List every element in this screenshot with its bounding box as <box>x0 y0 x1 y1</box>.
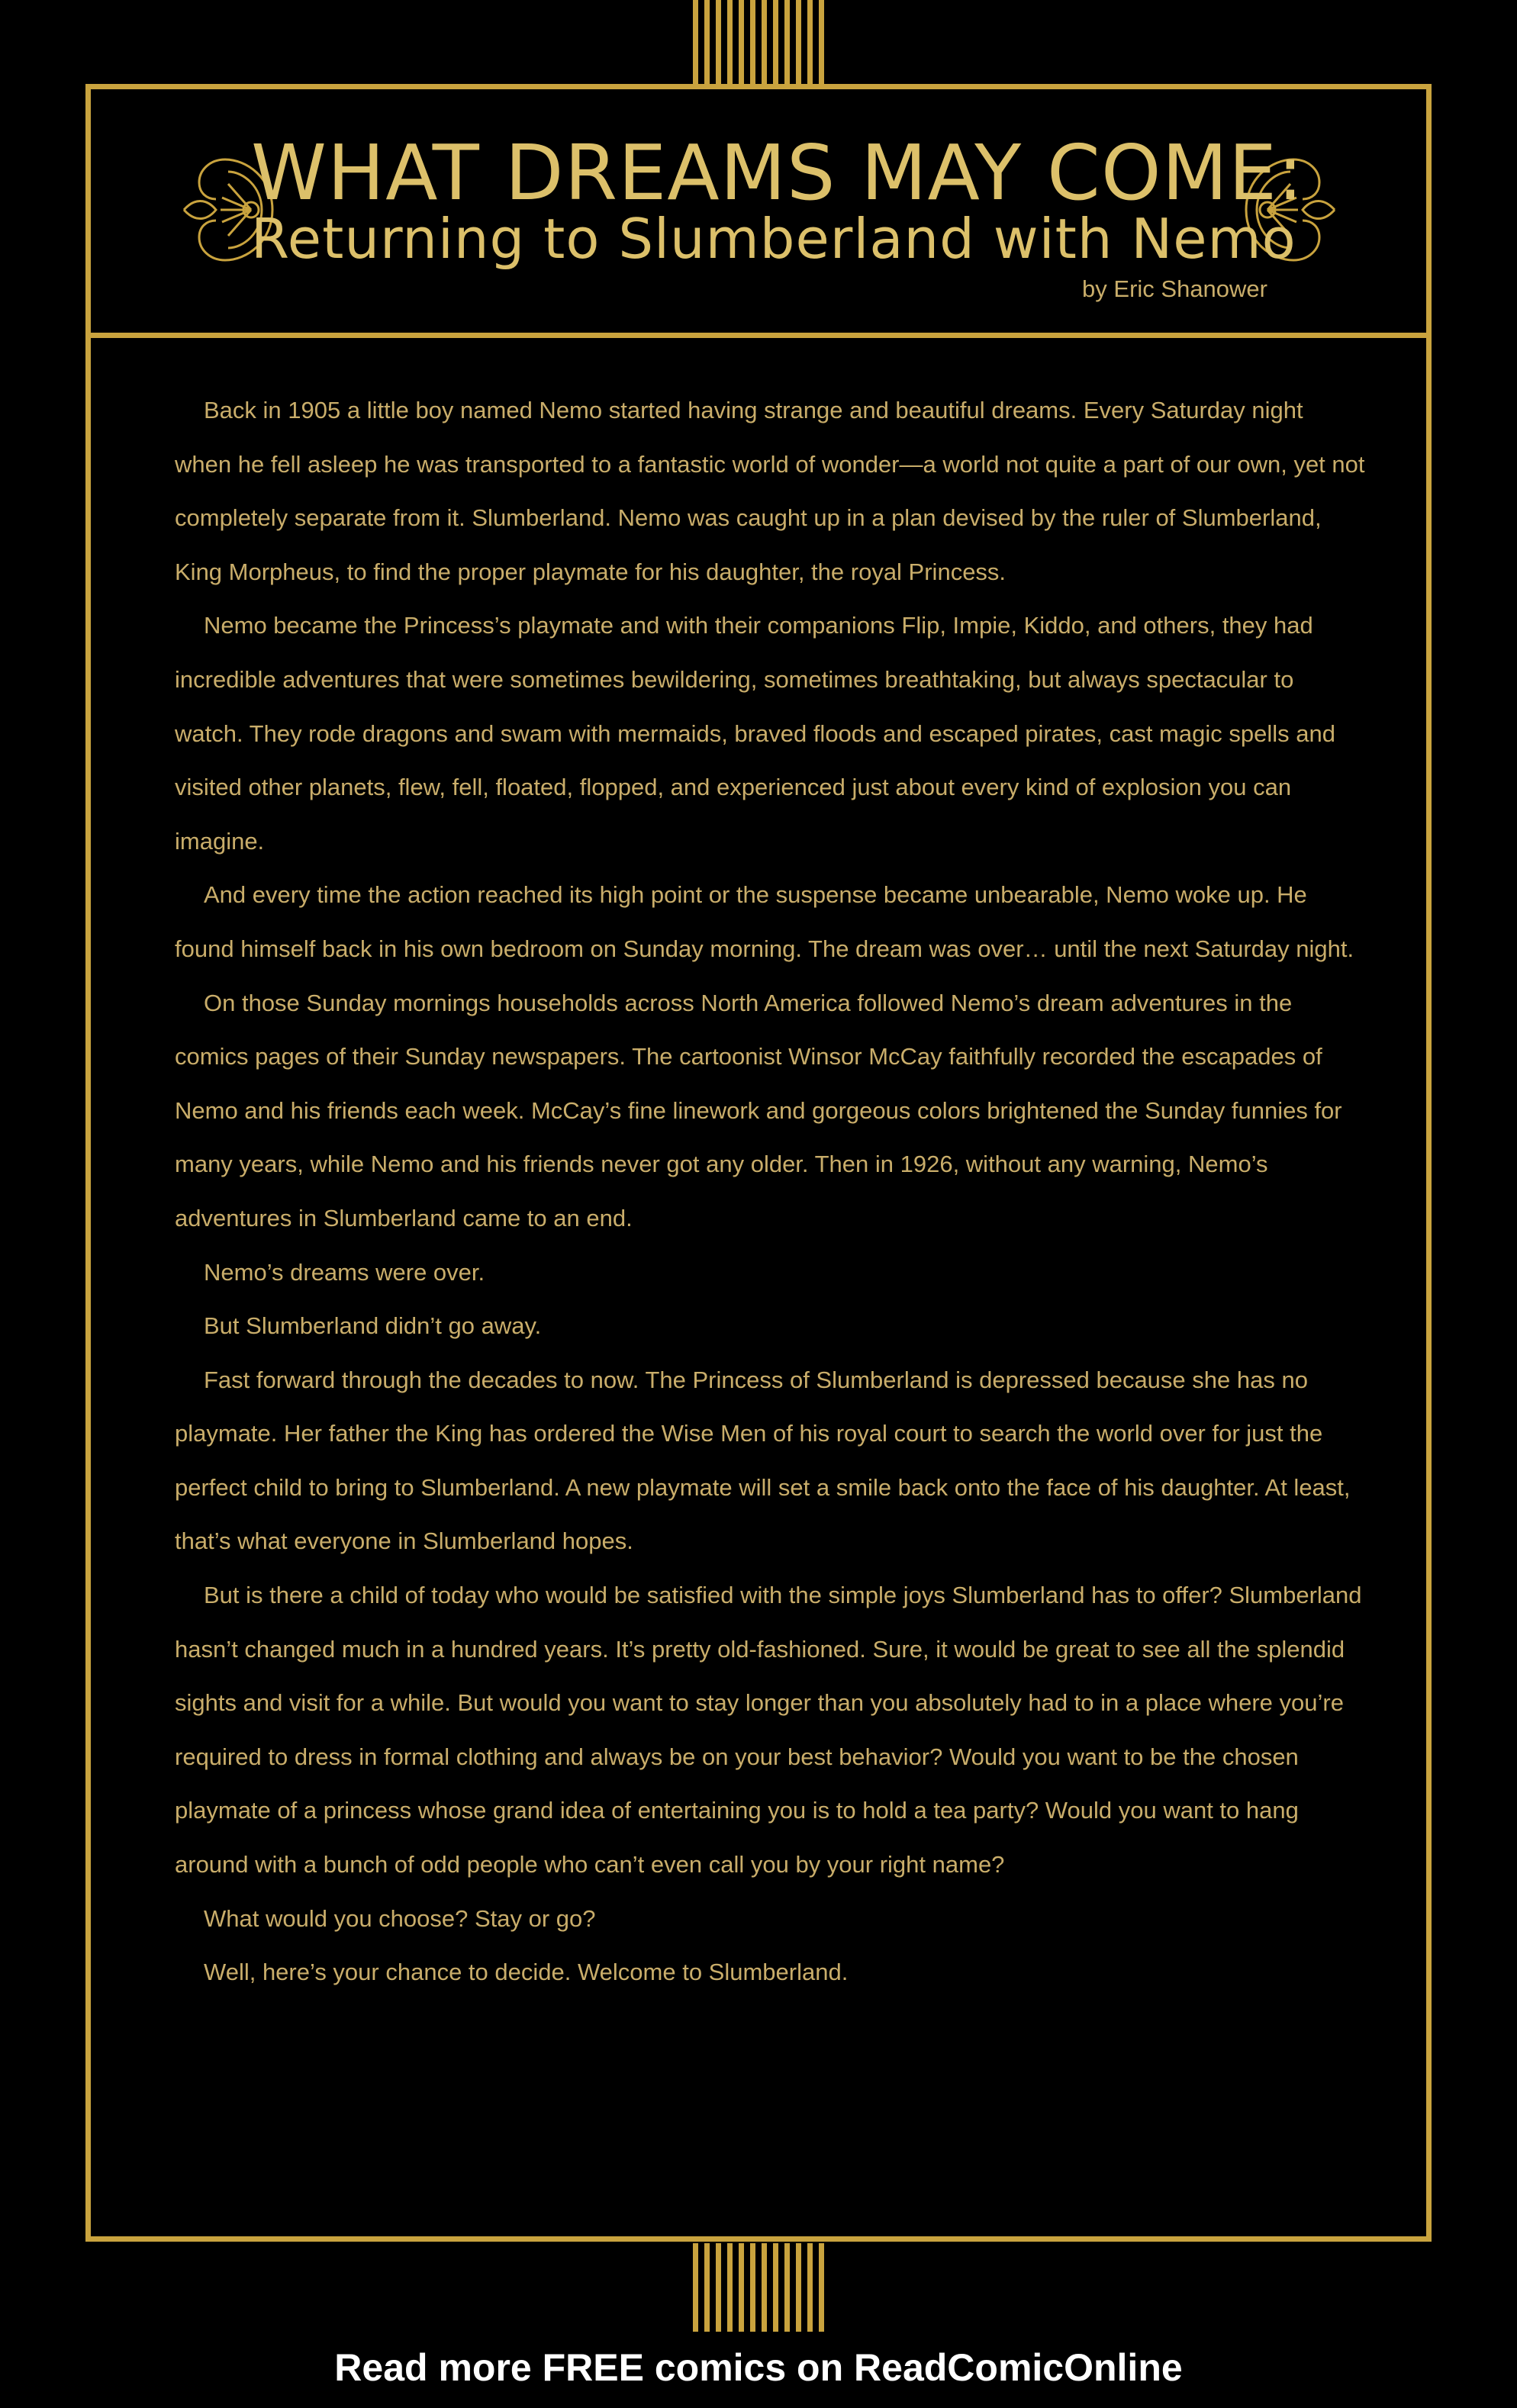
footer-promo-text: Read more FREE comics on ReadComicOnline <box>334 2346 1183 2389</box>
article-frame <box>85 84 1432 2242</box>
paragraph: But Slumberland didn’t go away. <box>204 1312 542 1340</box>
paragraph: On those Sunday mornings households across North America followed Nemo’s dream adventures in the comics pages of their Sunday newspapers. The cartoonist Winsor McCay faithfully recorded the escapades of Nemo and his friends each week. McCay’s fine linework and gorgeous colors brightened the Sunday funnies for many years, while Nemo and his friends never got any older. Then in 1926, without any warning, Nemo’s adventures in Slumberland came to an end. <box>175 989 1342 1231</box>
top-gold-stripes <box>693 0 824 85</box>
author-byline: by Eric Shanower <box>1082 275 1267 302</box>
article-title: WHAT DREAMS MAY COME: <box>251 128 1304 217</box>
paragraph: Nemo became the Princess’s playmate and with their companions Flip, Impie, Kiddo, and others, they had incredible adventures that were sometimes bewildering, sometimes breathtaking, but always spectacular to watch. They rode dragons and swam with mermaids, braved floods and escaped pirates, cast magic spells and visited other planets, flew, fell, floated, flopped, and experienced just about every kind of explosion you can imagine. <box>175 612 1335 855</box>
paragraph: Nemo’s dreams were over. <box>204 1258 485 1286</box>
article-body <box>175 384 1365 2000</box>
paragraph: Well, here’s your chance to decide. Welcome to Slumberland. <box>204 1959 849 1986</box>
paragraph: Back in 1905 a little boy named Nemo started having strange and beautiful dreams. Every Saturday night when he fell asleep he was transported to a fantastic world of wonder—a world not quite a part of our own, yet not completely separate from it. Slumberland. Nemo was caught up in a plan devised by the ruler of Slumberland, King Morpheus, to find the proper playmate for his daughter, the royal Princess. <box>175 397 1365 585</box>
bottom-gold-stripes <box>693 2243 824 2332</box>
paragraph: What would you choose? Stay or go? <box>204 1904 596 1932</box>
paragraph: Fast forward through the decades to now. The Princess of Slumberland is depressed because she has no playmate. Her father the King has ordered the Wise Men of his royal court to search the world over for just the perfect child to bring to Slumberland. A new playmate will set a smile back onto the face of his daughter. At least, that’s what everyone in Slumberland hopes. <box>175 1366 1351 1555</box>
title-box <box>91 89 1426 338</box>
article-subtitle: Returning to Slumberland with Nemo <box>251 207 1296 271</box>
paragraph: But is there a child of today who would be satisfied with the simple joys Slumberland has to offer? Slumberland hasn’t changed much in a hundred years. It’s pretty old-fashioned. Sure, it would be great to see all the splendid sights and visit for a while. But would you want to stay longer than you absolutely had to in a place where you’re required to dress in formal clothing and always be on your best behavior? Would you want to be the chosen playmate of a princess whose grand idea of entertaining you is to hold a tea party? Would you want to hang around with a bunch of odd people who can’t even call you by your right name? <box>175 1582 1362 1878</box>
paragraph: And every time the action reached its high point or the suspense became unbearable, Nemo woke up. He found himself back in his own bedroom on Sunday morning. The dream was over… until the next Saturday night. <box>175 881 1354 962</box>
